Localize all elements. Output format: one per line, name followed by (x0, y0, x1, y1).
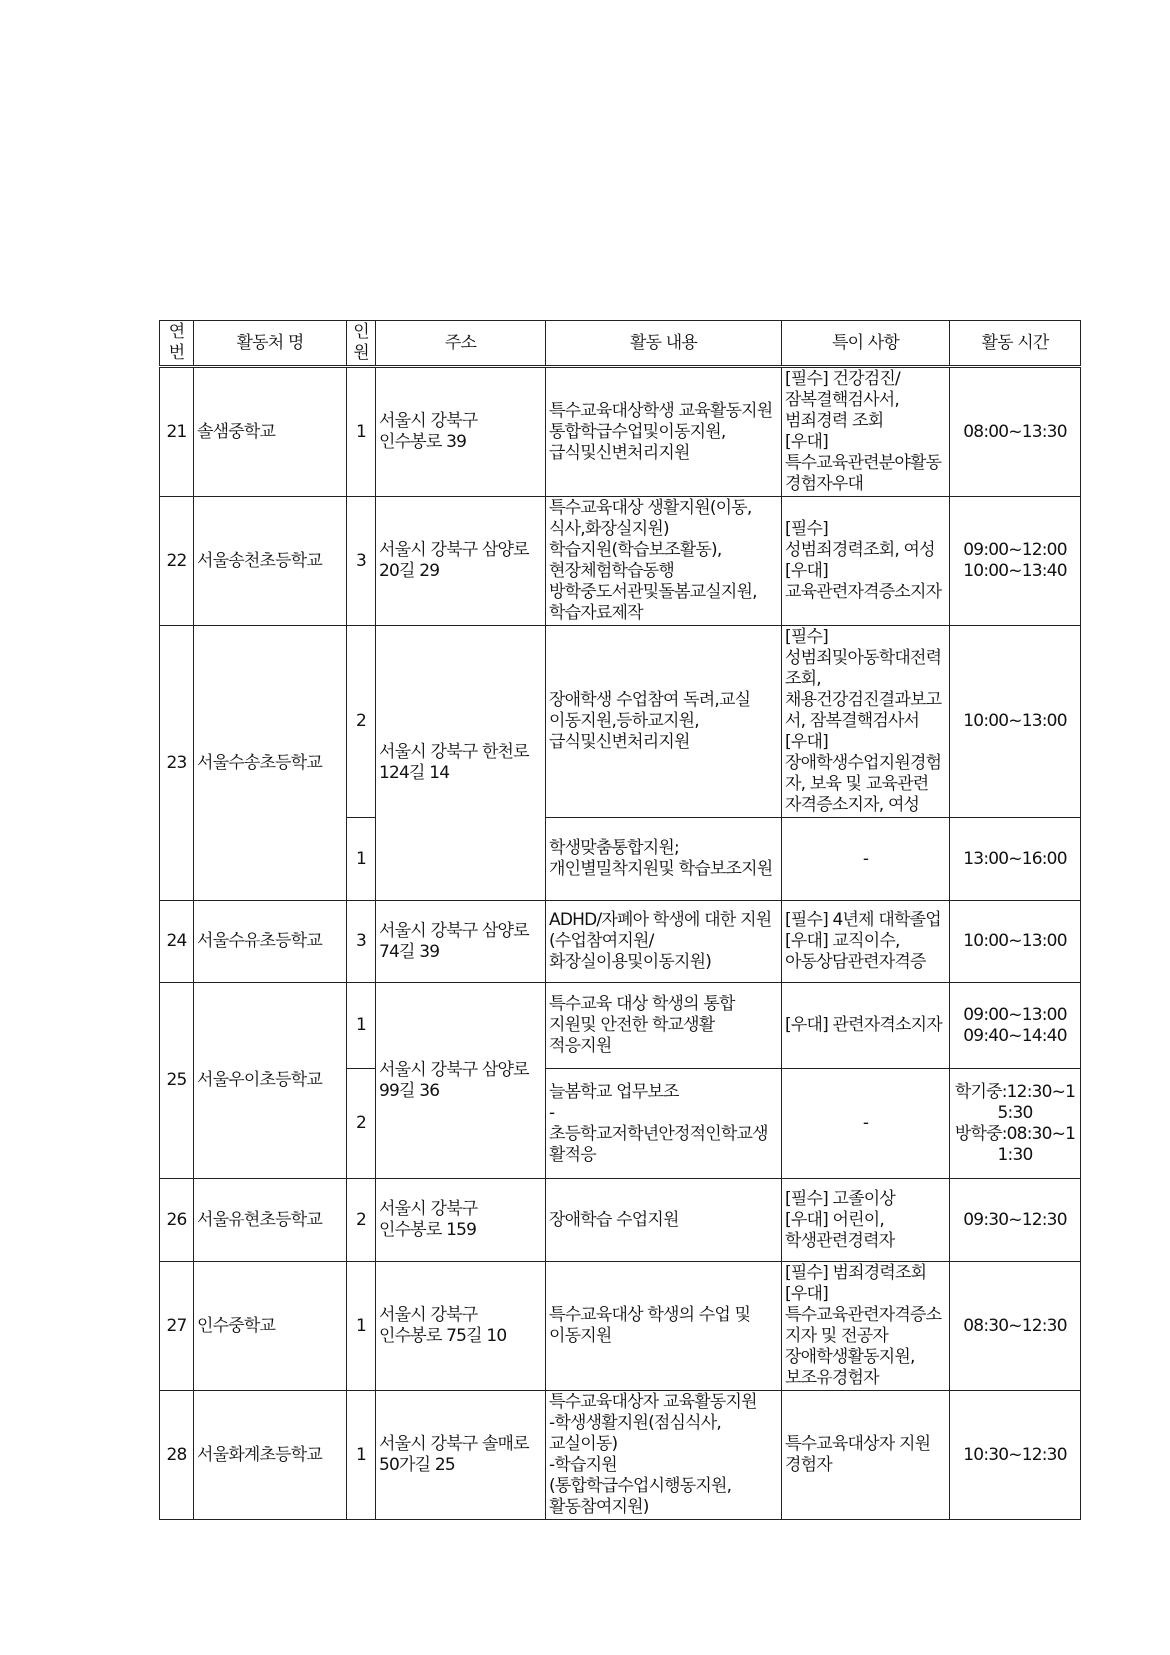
row-place: 서울수송초등학교 (194, 626, 347, 901)
row-no: 24 (160, 901, 194, 983)
row-place: 인수중학교 (194, 1262, 347, 1391)
row-time: 08:30~12:30 (950, 1262, 1081, 1391)
table-row (160, 1179, 1081, 1262)
row-place: 솔샘중학교 (194, 367, 347, 497)
row-notes: [필수] 4년제 대학졸업 [우대] 교직이수,아동상담관련자격증 (782, 901, 950, 983)
row-place: 서울유현초등학교 (194, 1179, 347, 1262)
table-header-row (160, 321, 1081, 367)
header-notes: 특이 사항 (782, 321, 950, 367)
row-notes: - (782, 818, 950, 901)
row-activity: 장애학습 수업지원 (546, 1179, 782, 1262)
row-activity: 학생맞춤통합지원; 개인별밀착지원및 학습보조지원 (546, 818, 782, 901)
row-notes: [필수] 건강검진/잠복결핵검사서, 범죄경력 조회 [우대] 특수교육관련분야활동경험자우대 (782, 367, 950, 497)
header-time: 활동 시간 (950, 321, 1081, 367)
row-count: 1 (347, 367, 376, 497)
row-notes: [필수] 범죄경력조회 [우대] 특수교육관련자격증소지자 및 전공자 장애학생활동지원, 보조유경험자 (782, 1262, 950, 1391)
row-time: 13:00~16:00 (950, 818, 1081, 901)
row-no: 21 (160, 367, 194, 497)
header-activity: 활동 내용 (546, 321, 782, 367)
header-count: 인원 (347, 321, 376, 367)
row-no: 23 (160, 626, 194, 901)
row-time: 10:00~13:00 (950, 901, 1081, 983)
row-no: 27 (160, 1262, 194, 1391)
activity-table (159, 320, 1081, 1520)
row-count: 1 (347, 818, 376, 901)
table-row (160, 901, 1081, 983)
row-address: 서울시 강북구 인수봉로 75길 10 (376, 1262, 546, 1391)
header-address: 주소 (376, 321, 546, 367)
row-activity: 특수교육 대상 학생의 통합 지원및 안전한 학교생활 적응지원 (546, 983, 782, 1069)
row-activity: 특수교육대상 학생의 수업 및 이동지원 (546, 1262, 782, 1391)
row-notes: [필수] 성범죄경력조회, 여성 [우대] 교육관련자격증소지자 (782, 497, 950, 626)
row-address: 서울시 강북구 한천로 124길 14 (376, 626, 546, 901)
row-time: 08:00~13:30 (950, 367, 1081, 497)
row-notes: [우대] 관련자격소지자 (782, 983, 950, 1069)
row-no: 28 (160, 1391, 194, 1520)
row-place: 서울수유초등학교 (194, 901, 347, 983)
row-notes: [필수] 고졸이상 [우대] 어린이, 학생관련경력자 (782, 1179, 950, 1262)
row-activity: 특수교육대상자 교육활동지원 -학생생활지원(점심식사,교실이동) -학습지원(통합학급수업시행동지원,활동참여지원) (546, 1391, 782, 1520)
table-row (160, 367, 1081, 497)
row-time: 10:00~13:00 (950, 626, 1081, 818)
row-activity: 장애학생 수업참여 독려,교실 이동지원,등하교지원, 급식및신변처리지원 (546, 626, 782, 818)
row-time: 09:00~13:00 09:40~14:40 (950, 983, 1081, 1069)
row-no: 22 (160, 497, 194, 626)
row-activity: 특수교육대상 생활지원(이동,식사,화장실지원) 학습지원(학습보조활동), 현장체험학습동행 방학중도서관및돌봄교실지원,학습자료제작 (546, 497, 782, 626)
row-notes: [필수] 성범죄및아동학대전력조회, 채용건강검진결과보고서, 잠복결핵검사서 [우대] 장애학생수업지원경험자, 보육 및 교육관련 자격증소지자, 여성 (782, 626, 950, 818)
row-count: 2 (347, 1069, 376, 1179)
table-row (160, 983, 1081, 1069)
row-address: 서울시 강북구 삼양로 74길 39 (376, 901, 546, 983)
row-count: 3 (347, 497, 376, 626)
row-address: 서울시 강북구 삼양로 99길 36 (376, 983, 546, 1179)
row-count: 1 (347, 983, 376, 1069)
table-row (160, 626, 1081, 818)
table-row (160, 497, 1081, 626)
row-activity: 늘봄학교 업무보조 -초등학교저학년안정적인학교생활적응 (546, 1069, 782, 1179)
table-row (160, 1391, 1081, 1520)
row-address: 서울시 강북구 삼양로 20길 29 (376, 497, 546, 626)
row-address: 서울시 강북구 인수봉로 39 (376, 367, 546, 497)
header-no: 연번 (160, 321, 194, 367)
row-count: 3 (347, 901, 376, 983)
header-place: 활동처 명 (194, 321, 347, 367)
row-address: 서울시 강북구 솔매로 50가길 25 (376, 1391, 546, 1520)
row-place: 서울우이초등학교 (194, 983, 347, 1179)
row-place: 서울화계초등학교 (194, 1391, 347, 1520)
row-notes: 특수교육대상자 지원 경험자 (782, 1391, 950, 1520)
row-time: 학기중:12:30~15:30 방학중:08:30~11:30 (950, 1069, 1081, 1179)
row-count: 2 (347, 1179, 376, 1262)
table-row (160, 1262, 1081, 1391)
row-notes: - (782, 1069, 950, 1179)
row-no: 26 (160, 1179, 194, 1262)
row-time: 09:00~12:00 10:00~13:40 (950, 497, 1081, 626)
row-time: 10:30~12:30 (950, 1391, 1081, 1520)
row-count: 2 (347, 626, 376, 818)
row-address: 서울시 강북구 인수봉로 159 (376, 1179, 546, 1262)
row-no: 25 (160, 983, 194, 1179)
row-activity: ADHD/자폐아 학생에 대한 지원 (수업참여지원/화장실이용및이동지원) (546, 901, 782, 983)
row-count: 1 (347, 1391, 376, 1520)
row-place: 서울송천초등학교 (194, 497, 347, 626)
row-activity: 특수교육대상학생 교육활동지원 통합학급수업및이동지원,급식및신변처리지원 (546, 367, 782, 497)
row-time: 09:30~12:30 (950, 1179, 1081, 1262)
row-count: 1 (347, 1262, 376, 1391)
